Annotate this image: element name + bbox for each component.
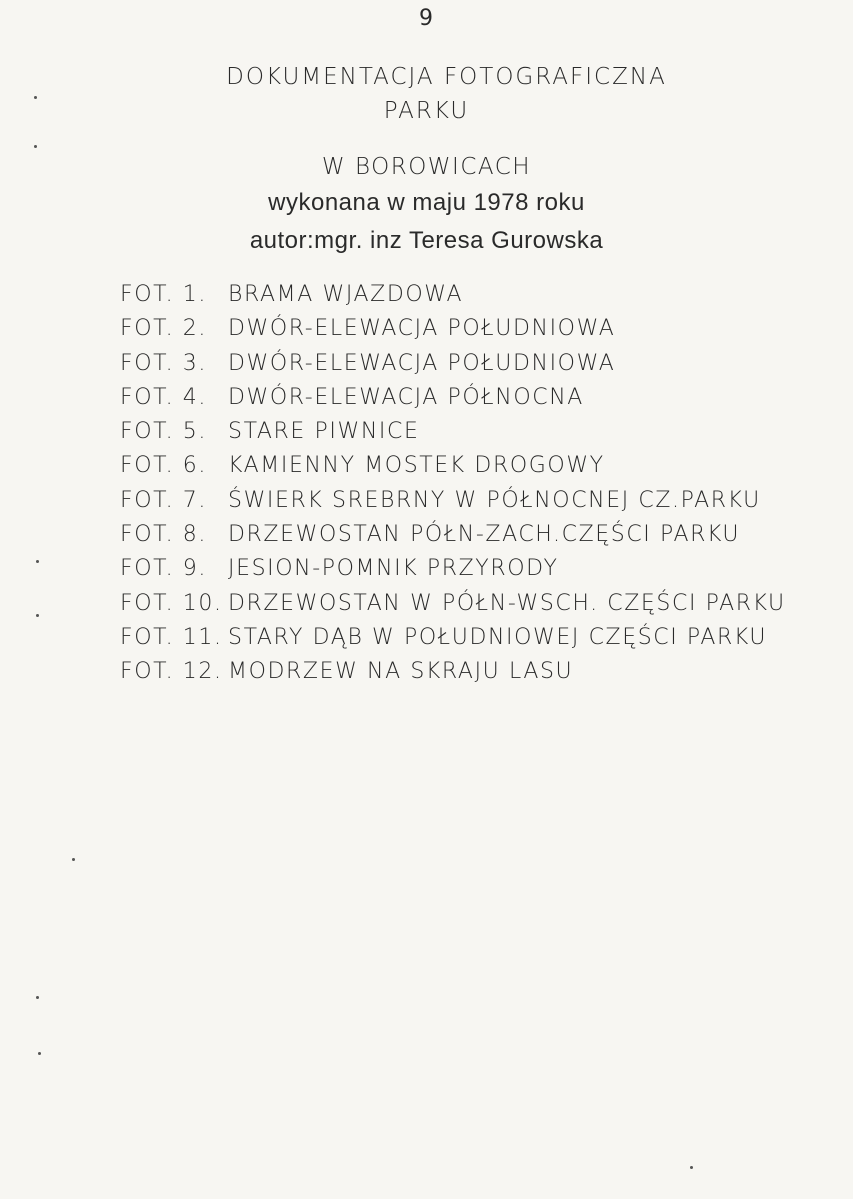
- photo-title: DRZEWOSTAN PÓŁN-ZACH.CZĘŚCI PARKU: [228, 522, 741, 548]
- photo-list-item: [120, 282, 820, 316]
- scan-speck: [36, 560, 39, 563]
- photo-title: DWÓR-ELEWACJA PÓŁNOCNA: [228, 384, 584, 410]
- photo-number: FOT. 3.: [120, 350, 207, 376]
- scan-speck: [36, 614, 39, 617]
- scan-speck: [72, 858, 75, 861]
- photo-title: STARE PIWNICE: [228, 419, 420, 445]
- header-author: autor:mgr. inz Teresa Gurowska: [249, 227, 604, 254]
- document-header: [0, 60, 853, 260]
- photo-list-item: [120, 385, 820, 419]
- photo-number: FOT. 4.: [120, 384, 207, 410]
- photo-list-item: [120, 316, 820, 350]
- scan-speck: [690, 1166, 693, 1169]
- header-subtitle: wykonana w maju 1978 roku: [268, 189, 585, 216]
- photo-list: [120, 282, 820, 694]
- photo-title: STARY DĄB W POŁUDNIOWEJ CZĘŚCI PARKU: [228, 624, 768, 650]
- photo-number: FOT. 8.: [120, 522, 207, 548]
- page-number: 9: [419, 6, 434, 31]
- photo-list-item: [120, 591, 820, 625]
- photo-title: KAMIENNY MOSTEK DROGOWY: [228, 453, 605, 479]
- photo-number: FOT. 5.: [120, 419, 207, 445]
- scan-speck: [38, 1052, 41, 1055]
- header-title-line3: W BOROWICACH: [321, 154, 532, 180]
- photo-number: FOT. 10.: [120, 590, 223, 616]
- photo-list-item: [120, 556, 820, 590]
- photo-number: FOT. 7.: [120, 487, 207, 513]
- photo-number: FOT. 12.: [120, 659, 223, 685]
- scan-speck: [36, 996, 39, 999]
- photo-title: DRZEWOSTAN W PÓŁN-WSCH. CZĘŚCI PARKU: [228, 590, 786, 616]
- scan-speck: [34, 96, 37, 99]
- photo-list-item: [120, 522, 820, 556]
- photo-number: FOT. 9.: [120, 556, 207, 582]
- photo-title: BRAMA WJAZDOWA: [228, 282, 464, 307]
- photo-list-item: [120, 351, 820, 385]
- photo-title: MODRZEW NA SKRAJU LASU: [228, 659, 574, 685]
- photo-list-item: [120, 625, 820, 659]
- photo-list-item: [120, 453, 820, 487]
- photo-list-item: [120, 419, 820, 453]
- photo-list-item: [120, 659, 820, 693]
- photo-list-item: [120, 488, 820, 522]
- header-title-line2: PARKU: [383, 98, 470, 124]
- photo-title: ŚWIERK SREBRNY W PÓŁNOCNEJ CZ.PARKU: [228, 487, 761, 513]
- scan-speck: [34, 145, 37, 148]
- photo-number: FOT. 2.: [120, 316, 207, 342]
- photo-number: FOT. 1.: [120, 282, 207, 307]
- header-title: DOKUMENTACJA FOTOGRAFICZNA: [226, 64, 667, 90]
- photo-title: DWÓR-ELEWACJA POŁUDNIOWA: [228, 350, 616, 376]
- photo-title: DWÓR-ELEWACJA POŁUDNIOWA: [228, 316, 616, 342]
- photo-title: JESION-POMNIK PRZYRODY: [228, 556, 559, 582]
- photo-number: FOT. 11.: [120, 624, 223, 650]
- photo-number: FOT. 6.: [120, 453, 207, 479]
